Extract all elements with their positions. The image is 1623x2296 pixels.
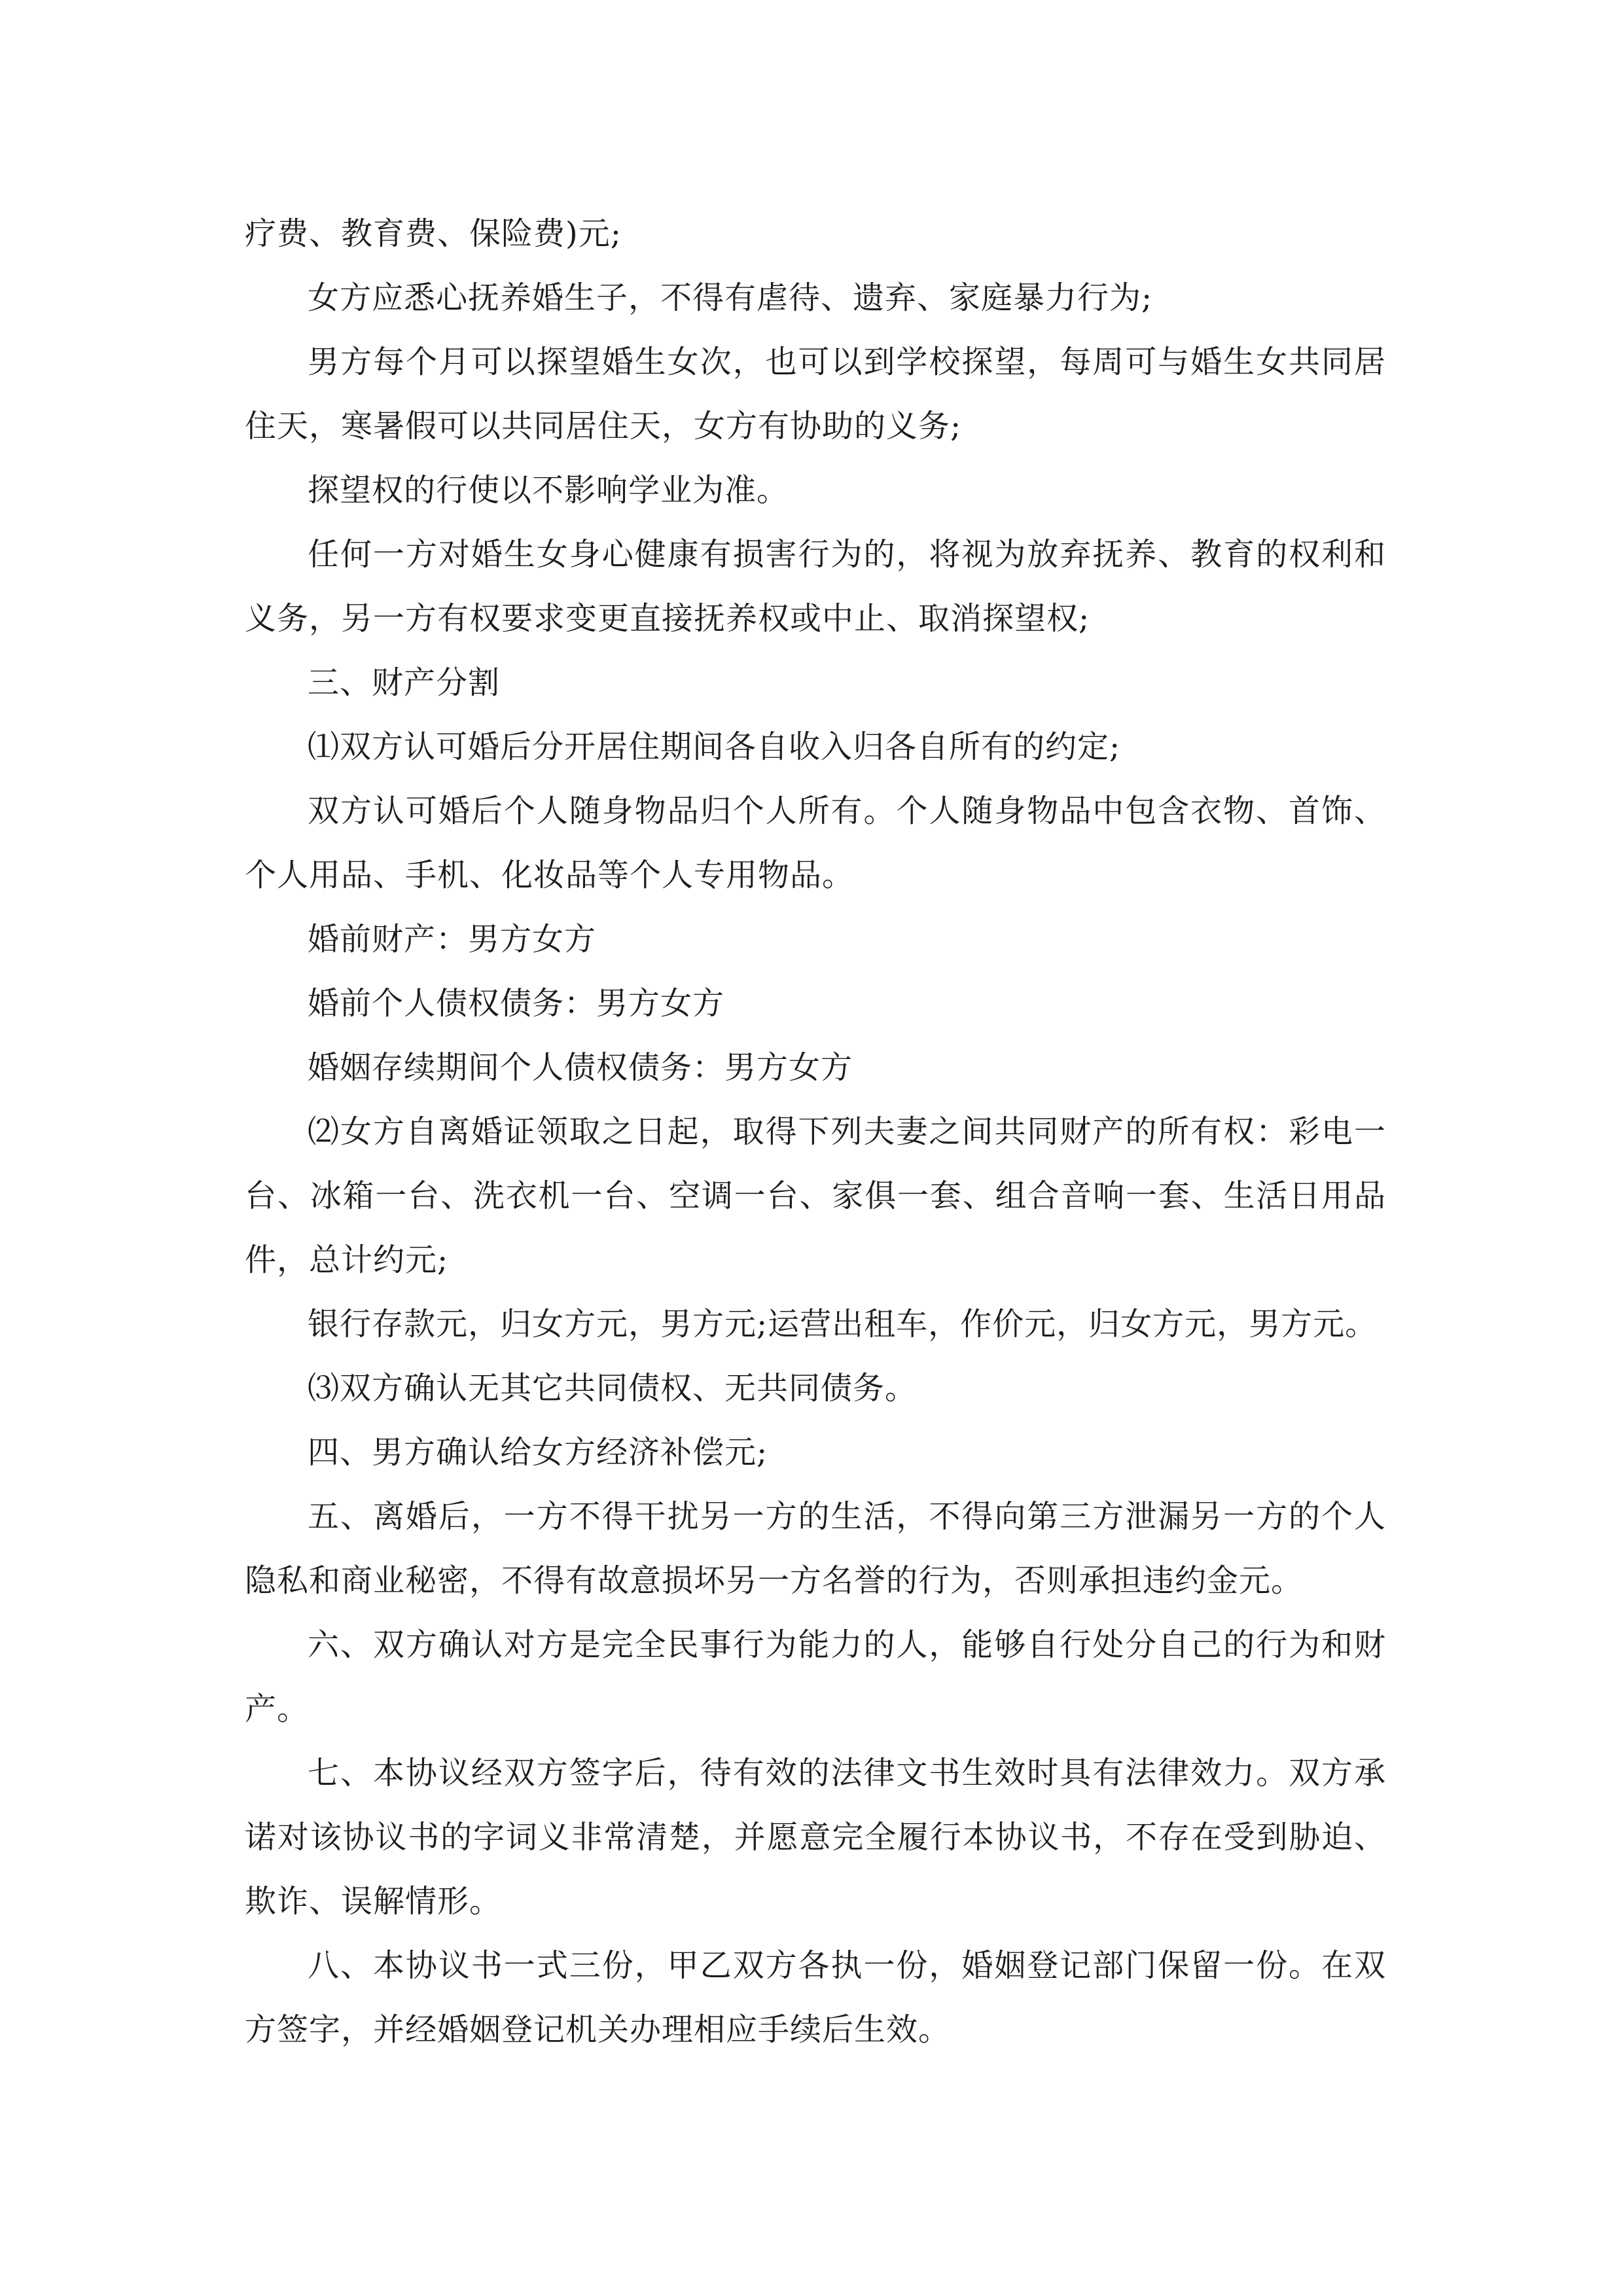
paragraph: 任何一方对婚生女身心健康有损害行为的，将视为放弃抚养、教育的权利和义务，另一方有权要求变更直接抚养权或中止、取消探望权;	[245, 536, 1386, 637]
section-heading: 六、双方确认对方是完全民事行为能力的人，能够自行处分自己的行为和财产。	[245, 1626, 1386, 1727]
paragraph: 男方每个月可以探望婚生女次，也可以到学校探望，每周可与婚生女共同居住天，寒暑假可以共同居住天，女方有协助的义务;	[245, 344, 1386, 444]
paragraph: 女方应悉心抚养婚生子，不得有虐待、遗弃、家庭暴力行为;	[308, 279, 1153, 316]
section-heading: 七、本协议经双方签字后，待有效的法律文书生效时具有法律效力。双方承诺对该协议书的字词义非常清楚，并愿意完全履行本协议书，不存在受到胁迫、欺诈、误解情形。	[245, 1755, 1386, 1920]
paragraph: ⑵女方自离婚证领取之日起，取得下列夫妻之间共同财产的所有权：彩电一台、冰箱一台、洗衣机一台、空调一台、家俱一套、组合音响一套、生活日用品件，总计约元;	[245, 1113, 1386, 1278]
paragraph: ⑴双方认可婚后分开居住期间各自收入归各自所有的约定;	[308, 728, 1121, 765]
section-heading: 三、财产分割	[308, 664, 501, 701]
paragraph: 银行存款元，归女方元，男方元;运营出租车，作价元，归女方元，男方元。	[308, 1306, 1378, 1342]
paragraph: 疗费、教育费、保险费)元;	[245, 215, 622, 252]
paragraph: 双方认可婚后个人随身物品归个人所有。个人随身物品中包含衣物、首饰、个人用品、手机、化妆品等个人专用物品。	[245, 793, 1386, 893]
paragraph: 婚前财产：男方女方	[308, 921, 597, 958]
paragraph: 婚姻存续期间个人债权债务：男方女方	[308, 1049, 853, 1086]
paragraph: 探望权的行使以不影响学业为准。	[308, 472, 789, 509]
document-body	[245, 202, 1386, 2062]
paragraph: 婚前个人债权债务：男方女方	[308, 985, 725, 1022]
section-heading: 四、男方确认给女方经济补偿元;	[308, 1434, 768, 1471]
section-heading: 八、本协议书一式三份，甲乙双方各执一份，婚姻登记部门保留一份。在双方签字，并经婚姻登记机关办理相应手续后生效。	[245, 1947, 1386, 2048]
paragraph: ⑶双方确认无其它共同债权、无共同债务。	[308, 1370, 918, 1407]
section-heading: 五、离婚后，一方不得干扰另一方的生活，不得向第三方泄漏另一方的个人隐私和商业秘密，不得有故意损坏另一方名誉的行为，否则承担违约金元。	[245, 1498, 1386, 1599]
